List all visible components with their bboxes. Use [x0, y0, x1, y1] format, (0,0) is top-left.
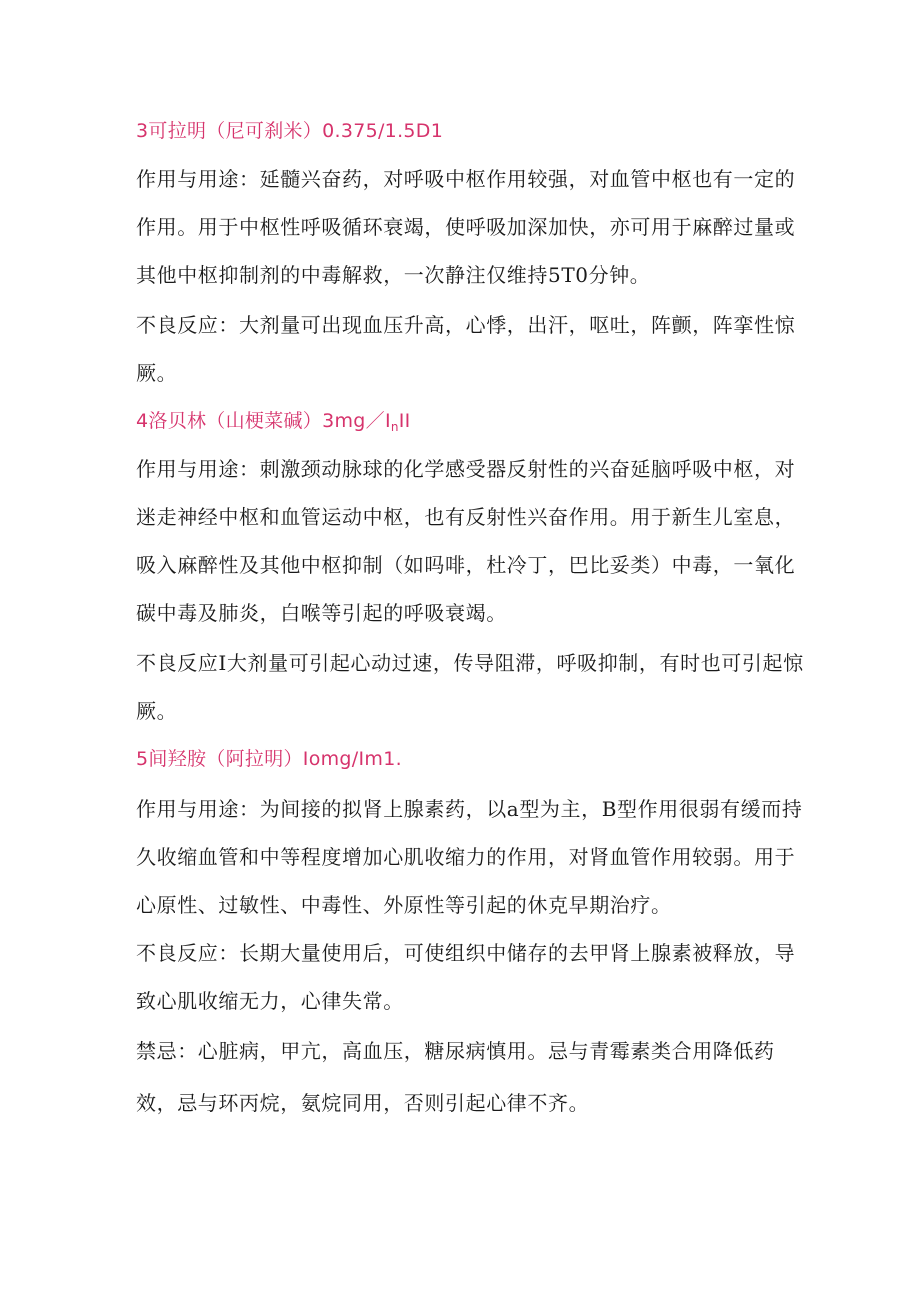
- section-4-usage-line-4: 碳中毒及肺炎，白喉等引起的呼吸衰竭。: [136, 601, 507, 625]
- section-4-heading-subscript: n: [390, 420, 399, 434]
- section-4-adverse-line-2: 厥。: [136, 699, 178, 723]
- section-5-contraindication-line-2: 效，忌与环丙烷，氨烷同用，否则引起心律不齐。: [136, 1091, 590, 1115]
- section-3-heading: 3可拉明（尼可刹米）0.375/1.5D1: [136, 120, 444, 142]
- section-4-heading: [136, 408, 411, 440]
- section-3-usage-line-2: 作用。用于中枢性呼吸循环衰竭，使呼吸加深加快，亦可用于麻醉过量或: [136, 215, 796, 239]
- section-4-usage-line-3: 吸入麻醉性及其他中枢抑制（如吗啡，杜冷丁，巴比妥类）中毒，一氧化: [136, 553, 796, 577]
- section-3-usage-line-3: 其他中枢抑制剂的中毒解救，一次静注仅维持5T0分钟。: [136, 263, 651, 287]
- section-4-adverse-line-1: 不良反应I大剂量可引起心动过速，传导阻滞，呼吸抑制，有时也可引起惊: [136, 651, 804, 675]
- section-5-heading: 5间羟胺（阿拉明）Iomg/Im1.: [136, 748, 402, 770]
- section-4-heading-main: 4洛贝林（山梗菜碱）3mg／I: [136, 410, 391, 432]
- section-5-contraindication-line-1: 禁忌：心脏病，甲亢，高血压，糖尿病慎用。忌与青霉素类合用降低药: [136, 1039, 775, 1063]
- section-5-adverse-line-1: 不良反应：长期大量使用后，可使组织中储存的去甲肾上腺素被释放，导: [136, 941, 796, 965]
- section-5-adverse-line-2: 致心肌收缩无力，心律失常。: [136, 989, 404, 1013]
- section-4-usage-line-2: 迷走神经中枢和血管运动中枢，也有反射性兴奋作用。用于新生儿室息，: [136, 505, 796, 529]
- section-3-usage-line-1: 作用与用途：延髓兴奋药，对呼吸中枢作用较强，对血管中枢也有一定的: [136, 167, 796, 191]
- section-4-heading-tail: II: [398, 410, 411, 432]
- section-5-usage-line-3: 心原性、过敏性、中毒性、外原性等引起的休克早期治疗。: [136, 893, 672, 917]
- section-3-adverse-line-1: 不良反应：大剂量可出现血压升高，心悸，出汗，呕吐，阵颤，阵挛性惊: [136, 313, 796, 337]
- section-4-usage-line-1: 作用与用途：刺激颈动脉球的化学感受器反射性的兴奋延脑呼吸中枢，对: [136, 457, 796, 481]
- section-5-usage-line-2: 久收缩血管和中等程度增加心肌收缩力的作用，对肾血管作用较弱。用于: [136, 845, 796, 869]
- section-5-usage-line-1: 作用与用途：为间接的拟肾上腺素药，以a型为主，B型作用很弱有缓而持: [136, 797, 803, 821]
- section-3-adverse-line-2: 厥。: [136, 361, 178, 385]
